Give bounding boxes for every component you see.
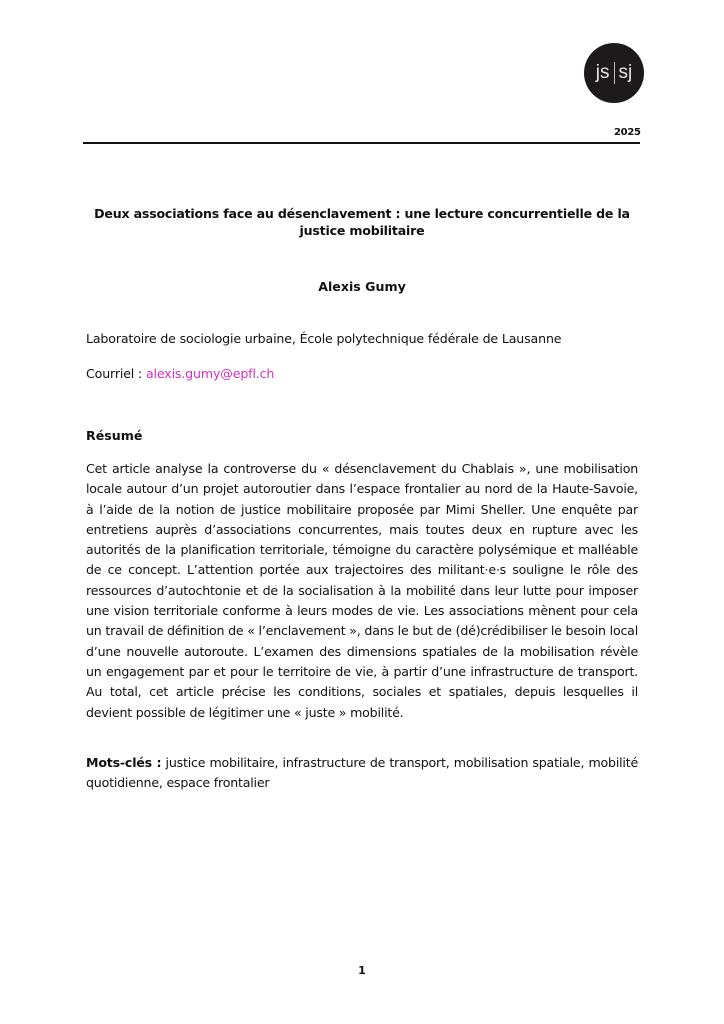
email-label: Courriel : xyxy=(86,366,146,381)
journal-logo xyxy=(584,43,644,103)
author-affiliation: Laboratoire de sociologie urbaine, École polytechnique fédérale de Lausanne xyxy=(86,331,562,346)
abstract-heading: Résumé xyxy=(86,428,143,443)
logo-right-text: sj xyxy=(618,62,633,83)
article-title: Deux associations face au désenclavement : une lecture concurrentielle de la justice mobilitaire xyxy=(94,206,630,238)
article-author: Alexis Gumy xyxy=(318,279,406,294)
email-link[interactable]: alexis.gumy@epfl.ch xyxy=(145,366,275,381)
header-rule xyxy=(83,142,640,144)
publication-year: 2025 xyxy=(614,127,641,138)
keywords-paragraph xyxy=(86,753,638,794)
page-number: 1 xyxy=(358,964,366,977)
logo-left-text: js xyxy=(595,62,610,83)
logo-separator xyxy=(614,62,615,84)
keywords-list: justice mobilitaire, infrastructure de transport, mobilisation spatiale, mobilité quotidienne, espace frontalier xyxy=(86,755,639,791)
keywords-label: Mots-clés : xyxy=(86,755,162,770)
email-line xyxy=(86,366,274,381)
abstract-body: Cet article analyse la controverse du « désenclavement du Chablais », une mobilisation locale autour d’un projet autoroutier dans l’espace frontalier au nord de la Haute-Savoie, à l’aide de la notion de justice mobilitaire proposée par Mimi Sheller. Une enquête par entretiens auprès d’associations concurrentes, mais toutes deux en rupture avec les autorités de la planification territoriale, témoigne du caractère polysémique et malléable de ce concept. L’attention portée aux trajectoires des militant·e·s souligne le rôle des ressources d’autochtonie et de la socialisation à la mobilité dans leur lutte pour imposer une vision territoriale conforme à leurs modes de vie. Les associations mènent pour cela un travail de définition de « l’enclavement », dans le but de (dé)crédibiliser le besoin local d’une nouvelle autoroute. L’examen des dimensions spatiales de la mobilisation révèle un engagement par et pour le territoire de vie, à partir d’une infrastructure de transport. Au total, cet article précise les conditions, sociales et spatiales, depuis lesquelles il devient possible de légitimer une « juste » mobilité. xyxy=(86,461,638,720)
